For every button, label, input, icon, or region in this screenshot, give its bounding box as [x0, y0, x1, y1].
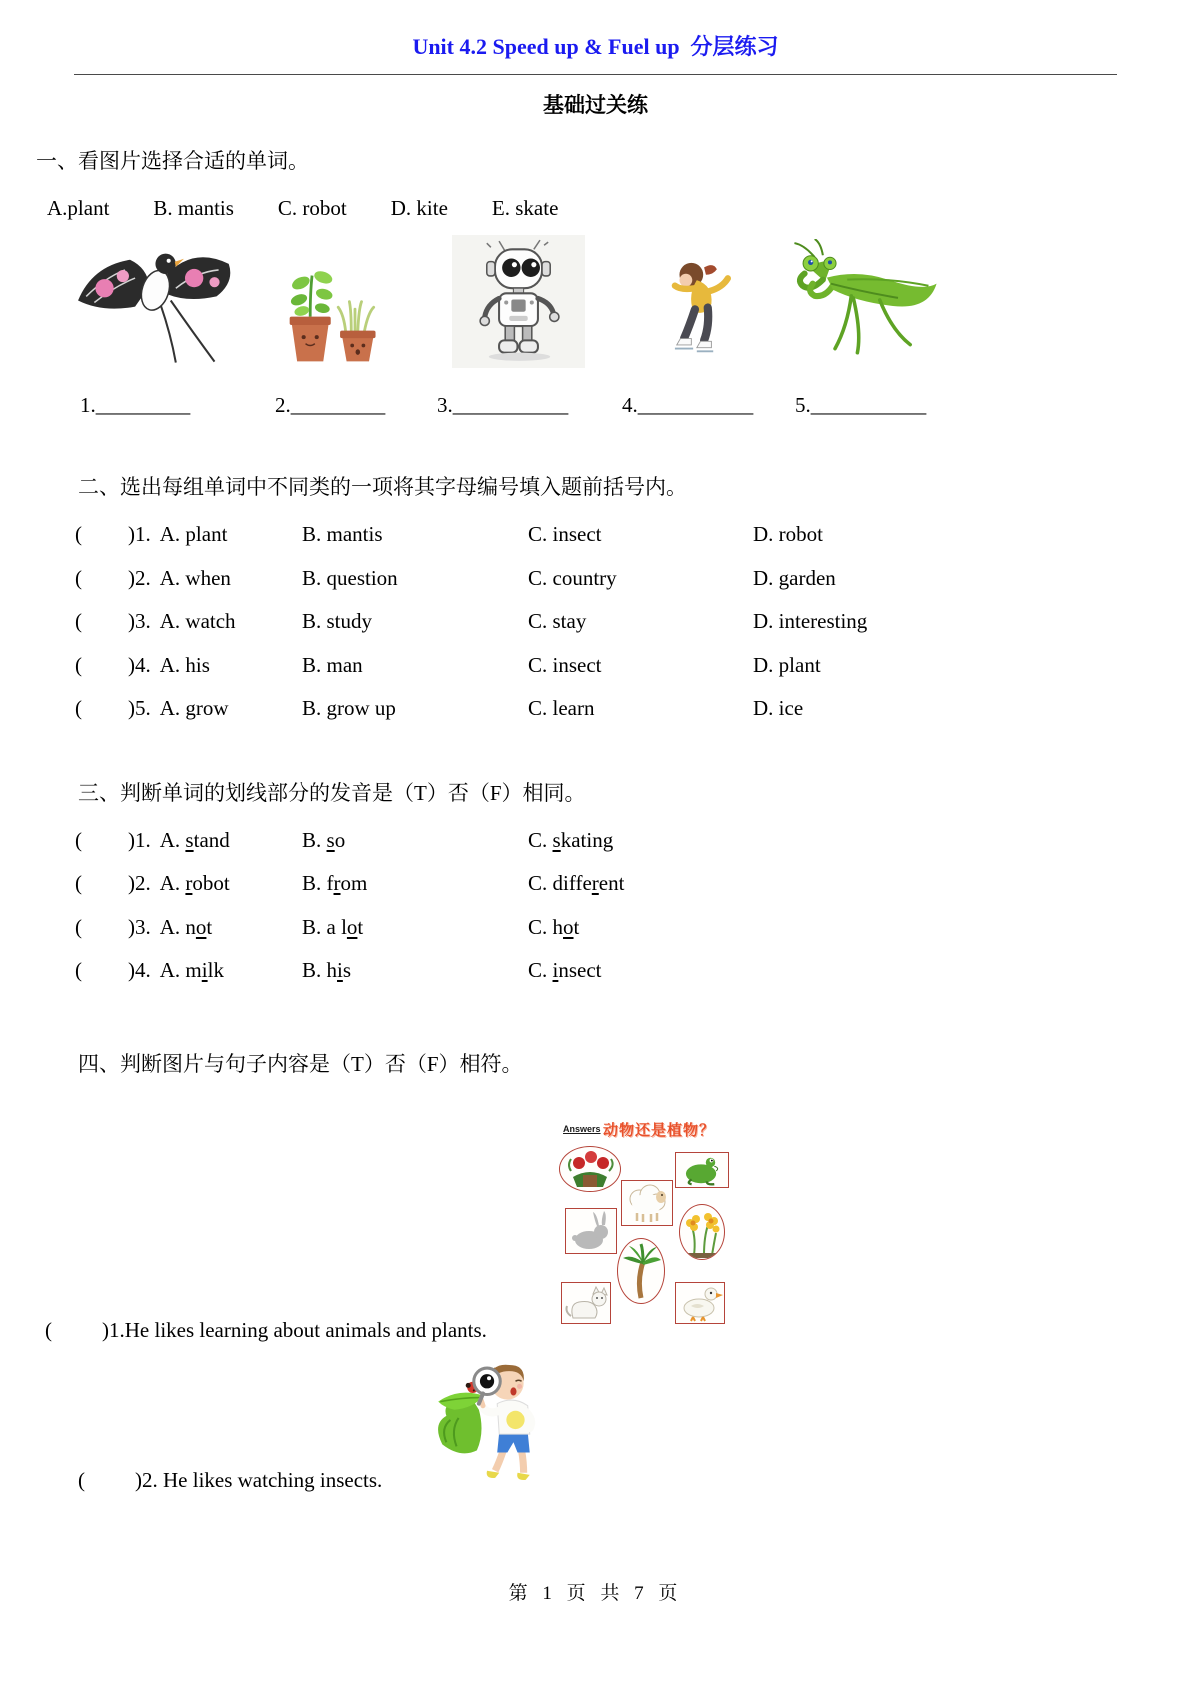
option-c	[528, 871, 1191, 896]
option-b: B. study	[302, 609, 373, 634]
question-1-text: )1.He likes learning about animals and plants.	[102, 1318, 487, 1342]
word-underlined: o	[195, 914, 207, 939]
question-2-text: )2. He likes watching insects.	[135, 1468, 383, 1492]
word-underlined: o	[563, 914, 574, 939]
word-post: ent	[598, 871, 625, 896]
word-pre: diffe	[552, 871, 592, 896]
word-post: om	[340, 871, 368, 896]
cat-image	[563, 1284, 609, 1322]
option-label: C.	[528, 827, 553, 852]
roses-image	[561, 1147, 619, 1191]
question-and-option-a	[128, 522, 302, 547]
word-bank-item-b: B. mantis	[153, 196, 234, 220]
daffodils-image	[680, 1205, 724, 1259]
question-and-option-a	[128, 915, 302, 940]
odd-one-out-row-2	[0, 557, 1191, 601]
section4-heading: 四、判断图片与句子内容是（T）否（F）相符。	[78, 1051, 523, 1076]
option-label: A.	[159, 827, 186, 852]
frog-image	[677, 1153, 727, 1187]
option-a	[160, 828, 230, 852]
section1-heading: 一、看图片选择合适的单词。	[36, 149, 309, 173]
option-a: A. watch	[159, 609, 236, 634]
word-post: t	[573, 914, 580, 939]
question-and-option-a	[128, 871, 302, 896]
word-bank-item-c: C. robot	[277, 196, 347, 220]
option-d: D. garden	[753, 565, 836, 590]
pronunciation-row-3	[0, 906, 1191, 950]
option-a: A. grow	[159, 696, 229, 721]
word-pre: h	[552, 914, 564, 939]
odd-one-out-row-4	[0, 644, 1191, 688]
answer-paren[interactable]: (	[75, 827, 82, 852]
poster-item-frog-frame	[675, 1152, 729, 1188]
option-label: B.	[302, 914, 327, 939]
word-pre: m	[185, 958, 202, 983]
question-1	[45, 1318, 487, 1343]
word-bank-item-d: D. kite	[390, 196, 448, 220]
option-a: A. plant	[159, 522, 228, 547]
pronunciation-row-1	[0, 819, 1191, 863]
word-underlined: r	[591, 871, 599, 896]
option-a	[160, 958, 224, 982]
answer-blank-4[interactable]: 4.___________	[622, 393, 754, 417]
option-label: A.	[159, 914, 186, 939]
option-c: C. stay	[528, 609, 587, 634]
word-post: obot	[192, 871, 230, 896]
word-pre: a l	[326, 914, 347, 939]
odd-one-out-row-3	[0, 600, 1191, 644]
word-bank-item-a: A.plant	[47, 196, 110, 220]
option-b	[302, 958, 528, 983]
question-and-option-a	[128, 609, 302, 634]
answer-paren[interactable]: (	[75, 696, 82, 721]
poster-item-roses-frame	[559, 1146, 621, 1192]
option-b: B. grow up	[302, 696, 396, 721]
option-c: C. insect	[528, 522, 602, 547]
word-underlined: r	[333, 871, 341, 896]
option-b	[302, 828, 528, 853]
word-pre: n	[185, 914, 196, 939]
title-divider	[74, 74, 1117, 75]
poster-item-palm-tree-frame	[617, 1238, 665, 1304]
answer-blank-3[interactable]: 3.___________	[437, 393, 569, 417]
pronunciation-table	[0, 819, 1191, 993]
answer-paren[interactable]: (	[75, 565, 82, 590]
word-post: kating	[560, 827, 614, 852]
option-b: B. mantis	[302, 522, 383, 547]
page-title: Unit 4.2 Speed up & Fuel up 分层练习	[412, 34, 779, 59]
question-number: )4.	[128, 958, 151, 983]
option-label: C.	[528, 871, 553, 896]
question-number: )3.	[128, 609, 151, 634]
kite-image	[74, 235, 242, 367]
subtitle: 基础过关练	[543, 93, 648, 117]
robot-image	[452, 235, 585, 368]
option-a: A. his	[159, 652, 210, 677]
question-number: )3.	[128, 914, 151, 939]
question-and-option-a	[128, 958, 302, 983]
option-label: C.	[528, 914, 553, 939]
duck-image	[677, 1284, 723, 1322]
answer-paren[interactable]: (	[75, 914, 82, 939]
option-label: A.	[159, 958, 186, 983]
option-b: B. man	[302, 652, 363, 677]
word-underlined: r	[185, 871, 193, 896]
question-number: )1.	[128, 827, 151, 852]
answer-paren[interactable]: (	[78, 1468, 85, 1492]
poster-title: 动物还是植物？	[603, 1122, 716, 1139]
option-label: B.	[302, 871, 327, 896]
answer-blank-5[interactable]: 5.___________	[795, 393, 927, 417]
odd-one-out-row-5	[0, 687, 1191, 731]
word-pre: f	[326, 871, 334, 896]
option-b: B. question	[302, 565, 398, 590]
option-c: C. learn	[528, 696, 595, 721]
word-underlined: s	[185, 827, 194, 852]
option-c	[528, 958, 1191, 983]
question-and-option-a	[128, 653, 302, 678]
question-and-option-a	[128, 566, 302, 591]
answer-paren[interactable]: (	[75, 652, 82, 677]
word-post: lk	[207, 958, 224, 983]
answer-paren[interactable]: (	[75, 958, 82, 983]
option-label: B.	[302, 827, 327, 852]
word-underlined: s	[326, 827, 335, 852]
word-underlined: o	[346, 914, 358, 939]
option-a	[160, 871, 230, 895]
section3-heading: 三、判断单词的划线部分的发音是（T）否（F）相同。	[78, 780, 586, 805]
word-underlined: s	[552, 827, 561, 852]
answer-paren[interactable]: (	[45, 1318, 52, 1342]
word-post: t	[357, 914, 364, 939]
word-post: tand	[193, 827, 230, 852]
option-c	[528, 915, 1191, 940]
option-d: D. plant	[753, 652, 821, 677]
word-post: o	[334, 827, 346, 852]
option-a: A. when	[159, 565, 231, 590]
question-number: )4.	[128, 652, 151, 677]
answer-blank-2[interactable]: 2._________	[275, 393, 386, 417]
option-c: C. country	[528, 565, 617, 590]
word-pre: h	[326, 958, 338, 983]
word-post: nsect	[558, 958, 602, 983]
word-bank-item-e: E. skate	[491, 196, 559, 220]
option-b	[302, 915, 528, 940]
option-d: D. robot	[753, 522, 823, 547]
word-underlined: i	[337, 958, 343, 983]
section2-heading: 二、选出每组单词中不同类的一项将其字母编号填入题前括号内。	[78, 475, 687, 499]
page-footer: 第 1 页 共 7 页	[508, 1583, 683, 1604]
question-number: )2.	[128, 565, 151, 590]
praying-mantis-image	[786, 239, 944, 371]
answer-paren[interactable]: (	[75, 522, 82, 547]
option-d: D. ice	[753, 696, 804, 721]
option-b	[302, 871, 528, 896]
option-c	[528, 828, 1191, 853]
pronunciation-row-4	[0, 949, 1191, 993]
question-and-option-a	[128, 828, 302, 853]
poster-item-sheep-frame	[621, 1180, 673, 1226]
answers-label: Answers	[563, 1124, 601, 1134]
sheep-image	[623, 1181, 671, 1225]
pronunciation-row-2	[0, 862, 1191, 906]
option-label: B.	[302, 958, 327, 983]
boy-with-magnifying-glass-image	[424, 1352, 546, 1496]
animals-plants-poster	[553, 1118, 731, 1334]
answer-paren[interactable]: (	[75, 871, 82, 896]
potted-plants-image	[266, 255, 388, 367]
option-label: A.	[159, 871, 186, 896]
answer-blank-1[interactable]: 1._________	[80, 393, 191, 417]
poster-item-rabbit-frame	[565, 1208, 617, 1254]
word-underlined: i	[552, 958, 559, 983]
palm-tree-image	[619, 1240, 663, 1302]
option-a	[160, 915, 213, 939]
answer-blank-row	[0, 393, 1191, 427]
question-number: )5.	[128, 696, 151, 721]
picture-row	[0, 235, 1191, 377]
question-number: )1.	[128, 522, 151, 547]
answer-paren[interactable]: (	[75, 609, 82, 634]
word-post: t	[206, 914, 213, 939]
odd-one-out-table	[0, 513, 1191, 731]
odd-one-out-row-1	[0, 513, 1191, 557]
question-2	[78, 1468, 382, 1493]
poster-item-daffodils-frame	[679, 1204, 725, 1260]
question-number: )2.	[128, 871, 151, 896]
ice-skater-image	[652, 251, 748, 365]
question-and-option-a	[128, 696, 302, 721]
word-underlined: i	[201, 958, 208, 983]
word-bank	[47, 196, 1191, 221]
option-label: C.	[528, 958, 553, 983]
poster-item-duck-frame	[675, 1282, 725, 1324]
option-d: D. interesting	[753, 609, 868, 634]
option-c: C. insect	[528, 652, 602, 677]
poster-item-cat-frame	[561, 1282, 611, 1324]
rabbit-image	[567, 1210, 615, 1252]
word-post: s	[342, 958, 352, 983]
